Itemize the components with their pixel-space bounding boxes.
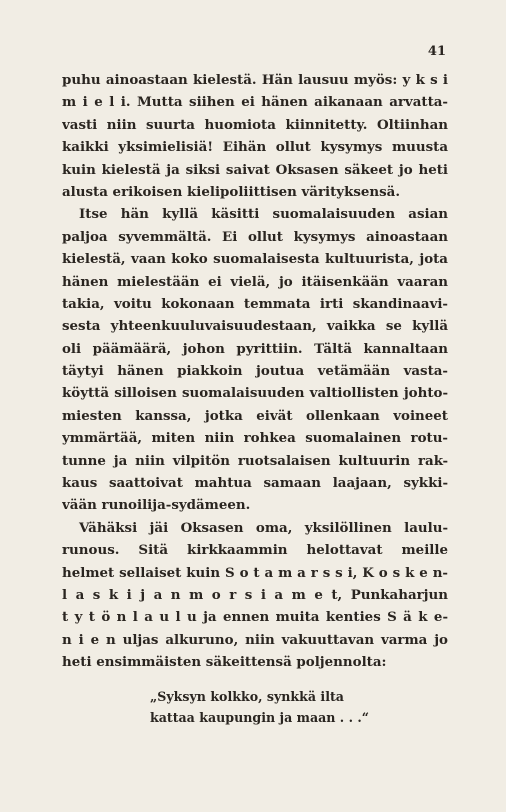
text-line: n i e n uljas alkuruno, niin vakuuttavan varma jo xyxy=(62,631,448,648)
text-line: kaus saattoivat mahtua samaan laajaan, sykki- xyxy=(62,475,448,492)
text-line: helmet sellaiset kuin S o t a m a r s s i, K o s k e n- xyxy=(62,564,448,581)
text-line: kuin kielestä ja siksi saivat Oksasen säkeet jo heti xyxy=(62,161,448,178)
text-line: hänen mielestään ei vielä, jo itäisenkään vaaran xyxy=(62,273,448,290)
text-line: puhu ainoastaan kielestä. Hän lausuu myös: y k s i xyxy=(62,72,448,88)
text-line: t y t ö n l a u l u ja ennen muita kenties S ä k e- xyxy=(62,609,448,626)
text-line: Itse hän kyllä käsitti suomalaisuuden asian xyxy=(79,206,448,223)
quote-line: „Syksyn kolkko, synkkä ilta xyxy=(150,689,344,704)
quote-line: kattaa kaupungin ja maan . . .“ xyxy=(150,710,369,725)
text-line: tunne ja niin vilpitön ruotsalaisen kultuurin rak- xyxy=(62,452,448,469)
text-line: runous. Sitä kirkkaammin helottavat meille xyxy=(62,542,448,559)
text-line: m i e l i. Mutta siihen ei hänen aikanaan arvatta- xyxy=(62,94,448,111)
page-number: 41 xyxy=(427,44,446,59)
text-line: ymmärtää, miten niin rohkea suomalainen rotu- xyxy=(62,430,448,447)
text-line: alusta erikoisen kielipoliittisen värityksensä. xyxy=(62,183,401,200)
text-line: heti ensimmäisten säkeittensä poljennolta: xyxy=(62,654,387,671)
text-line: miesten kanssa, jotka eivät ollenkaan voineet xyxy=(62,407,448,424)
text-line: vasti niin suurta huomiota kiinnitetty. Oltiinhan xyxy=(62,116,448,133)
text-line: sesta yhteenkuuluvaisuudestaan, vaikka se kyllä xyxy=(62,318,448,335)
text-line: kielestä, vaan koko suomalaisesta kultuurista, jota xyxy=(62,251,448,268)
text-line: l a s k i j a n m o r s i a m e t, Punkaharjun xyxy=(62,586,448,603)
text-line: täytyi hänen piakkoin joutua vetämään vasta- xyxy=(62,363,448,380)
text-line: Vähäksi jäi Oksasen oma, yksilöllinen laulu- xyxy=(79,519,448,536)
body-text xyxy=(62,69,448,674)
text-line: takia, voitu kokonaan temmata irti skandinaavi- xyxy=(62,295,448,312)
verse-quote xyxy=(150,686,390,728)
text-line: vään runoilija-sydämeen. xyxy=(62,497,251,514)
text-line: köyttä silloisen suomalaisuuden valtiollisten johto- xyxy=(62,385,448,402)
text-line: paljoa syvemmältä. Ei ollut kysymys ainoastaan xyxy=(62,228,448,245)
text-line: oli päämäärä, johon pyrittiin. Tältä kannaltaan xyxy=(62,340,448,357)
text-line: kaikki yksimielisiä! Eihän ollut kysymys muusta xyxy=(62,139,448,156)
